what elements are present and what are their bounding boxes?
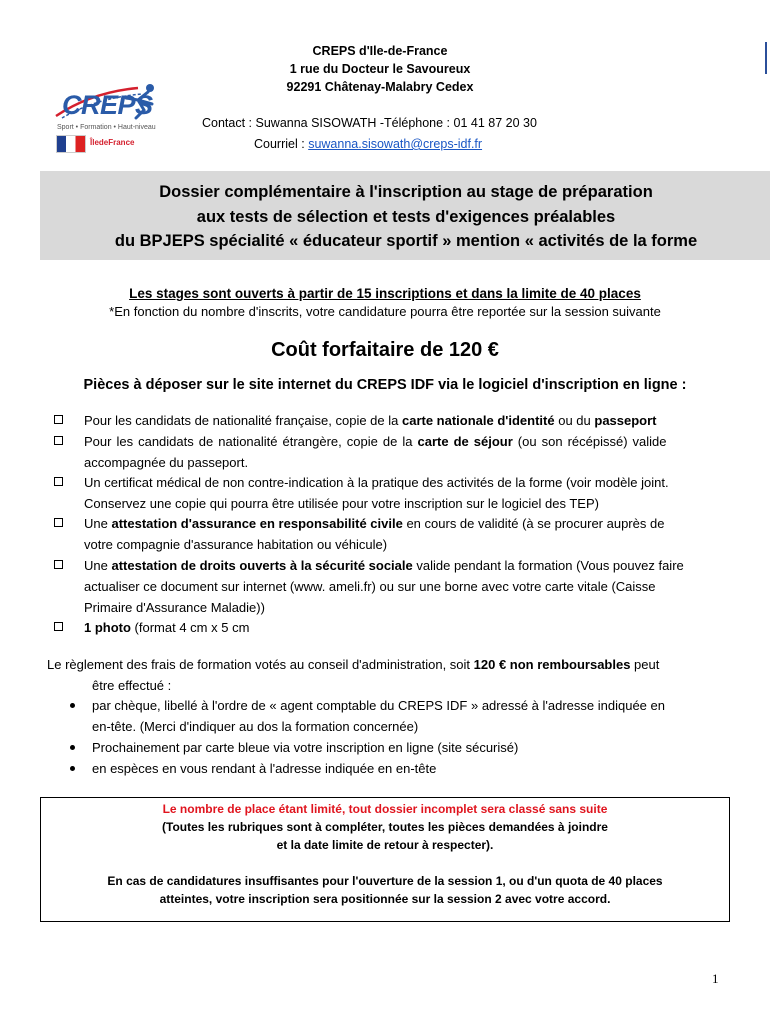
bullet-icon bbox=[70, 766, 75, 771]
checkbox-icon bbox=[54, 415, 63, 424]
warning-line: et la date limite de retour à respecter). bbox=[276, 838, 494, 852]
payment-option-cash: en espèces en vous rendant à l'adresse indiquée en en-tête bbox=[92, 761, 437, 776]
checklist-continuation: votre compagnie d'assurance habitation ou véhicule) bbox=[84, 537, 388, 552]
courriel-label: Courriel : bbox=[254, 137, 309, 151]
republic-flag-icon bbox=[56, 135, 86, 153]
title-box bbox=[40, 171, 770, 260]
checklist-continuation: actualiser ce document sur internet (www. ameli.fr) ou sur une borne avec votre carte vitale (Caisse bbox=[84, 579, 656, 594]
checklist-continuation: Primaire d'Assurance Maladie)) bbox=[84, 600, 265, 615]
warning-line: (Toutes les rubriques sont à compléter, toutes les pièces demandées à joindre bbox=[162, 820, 608, 834]
payment-option-cheque: par chèque, libellé à l'ordre de « agent comptable du CREPS IDF » adressé à l'adresse indiquée en bbox=[92, 698, 665, 713]
page-edge-mark bbox=[765, 42, 767, 74]
checkbox-icon bbox=[54, 560, 63, 569]
logo-tagline: Sport • Formation • Haut-niveau bbox=[57, 124, 156, 131]
checklist-continuation: Conservez une copie qui pourra être utilisée pour votre inscription sur le logiciel des TEP) bbox=[84, 496, 599, 511]
session-notice: *En fonction du nombre d'inscrits, votre candidature pourra être reportée sur la session suivante bbox=[109, 304, 661, 319]
checkbox-icon bbox=[54, 477, 63, 486]
org-city: 92291 Châtenay-Malabry Cedex bbox=[286, 80, 474, 94]
warning-box bbox=[40, 797, 730, 922]
payment-intro: Le règlement des frais de formation votés au conseil d'administration, soit 120 € non remboursables peut bbox=[47, 657, 660, 672]
contact-line: Contact : Suwanna SISOWATH -Téléphone : 01 41 87 20 30 bbox=[202, 116, 537, 130]
org-name: CREPS d'Ile-de-France bbox=[312, 44, 448, 58]
bullet-icon bbox=[70, 703, 75, 708]
checkbox-icon bbox=[54, 436, 63, 445]
payment-intro-continuation: être effectué : bbox=[92, 678, 172, 693]
checkbox-icon bbox=[54, 622, 63, 631]
title-line-2: aux tests de sélection et tests d'exigences préalables bbox=[196, 208, 616, 226]
region-logo: ÎledeFrance bbox=[90, 138, 135, 147]
warning-line: En cas de candidatures insuffisantes pour l'ouverture de la session 1, ou d'un quota de 40 places bbox=[107, 874, 663, 888]
documents-heading: Pièces à déposer sur le site internet du CREPS IDF via le logiciel d'inscription en ligne : bbox=[83, 377, 687, 393]
title-line-1: Dossier complémentaire à l'inscription au stage de préparation bbox=[159, 183, 653, 201]
checkbox-icon bbox=[54, 518, 63, 527]
bullet-icon bbox=[70, 745, 75, 750]
cost-heading: Coût forfaitaire de 120 € bbox=[271, 339, 499, 361]
org-street: 1 rue du Docteur le Savoureux bbox=[289, 62, 471, 76]
payment-option-card: Prochainement par carte bleue via votre inscription en ligne (site sécurisé) bbox=[92, 740, 519, 755]
email-link[interactable]: suwanna.sisowath@creps-idf.fr bbox=[308, 137, 483, 151]
creps-logo bbox=[52, 52, 166, 156]
warning-red-line: Le nombre de place étant limité, tout dossier incomplet sera classé sans suite bbox=[162, 802, 608, 816]
title-line-3: du BPJEPS spécialité « éducateur sportif » mention « activités de la forme bbox=[114, 232, 698, 250]
stages-notice: Les stages sont ouverts à partir de 15 inscriptions et dans la limite de 40 places bbox=[129, 286, 641, 301]
warning-line: atteintes, votre inscription sera positionnée sur la session 2 avec votre accord. bbox=[159, 892, 611, 906]
checklist-continuation: accompagnée du passeport. bbox=[84, 455, 249, 470]
logo-wordmark: CREPS bbox=[62, 90, 153, 120]
courriel-line bbox=[254, 137, 482, 151]
page-number: 1 bbox=[712, 971, 719, 986]
payment-option-continuation: en-tête. (Merci d'indiquer au dos la formation concernée) bbox=[92, 719, 419, 734]
